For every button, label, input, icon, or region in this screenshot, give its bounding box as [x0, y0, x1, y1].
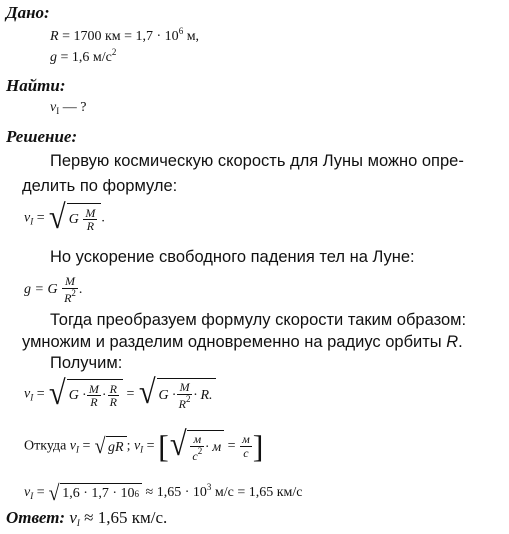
find-heading: Найти: — [6, 76, 66, 95]
radius-unit: м, — [183, 29, 200, 44]
formula-units — [24, 426, 264, 465]
f2-denominator-exp: 2 — [71, 287, 76, 298]
f4-equals-2: = — [143, 438, 159, 454]
solution-paragraph-3a: Тогда преобразуем формулу скорости таким образом: — [50, 311, 467, 329]
f4-den2: с — [243, 445, 249, 460]
f4-bracket-open: [ — [158, 428, 169, 465]
f4-velocity: v — [69, 438, 77, 454]
gravity-value: = 1,6 м/с — [57, 50, 112, 65]
f4-fraction-2 — [240, 433, 252, 459]
formula-gravity — [24, 275, 82, 304]
f4-fraction — [190, 433, 204, 462]
f5-sqrt-sign: √ — [48, 479, 60, 505]
radius-exponent: 6 — [178, 26, 184, 36]
f5-tail: м/с = 1,65 км/с — [211, 485, 303, 500]
radius-symbol: R — [50, 29, 59, 44]
formula-transform — [24, 374, 216, 412]
f5-velocity-sub: I — [30, 491, 34, 501]
radius-value: = 1700 км = 1,7 · 10 — [58, 29, 179, 44]
solution-paragraph-2: Но ускорение свободного падения тел на Луне: — [50, 248, 415, 266]
answer-value: ≈ 1,65 км/с. — [79, 508, 168, 527]
f1-fraction — [83, 207, 97, 233]
f1-period: . — [101, 210, 105, 226]
f1-equals: = — [33, 210, 49, 226]
f3-G1: G · — [68, 387, 86, 403]
f4-den-c: c — [192, 448, 198, 463]
f2-period: . — [78, 281, 83, 297]
find-question: — ? — [59, 100, 87, 115]
f1-G: G — [68, 211, 79, 227]
f4-sqrt-sign: √ — [94, 433, 106, 459]
f3-fraction-3 — [177, 381, 193, 410]
f3-sqrt-sign-2: √ — [138, 374, 156, 411]
f4-text: Откуда — [24, 438, 70, 454]
solution-paragraph-4: Получим: — [50, 354, 123, 372]
f1-velocity: v — [24, 210, 31, 226]
gravity-exponent: 2 — [111, 47, 117, 57]
f3-den2: R — [109, 395, 117, 410]
f5-velocity: v — [24, 485, 31, 500]
f3-velocity-sub: I — [30, 392, 34, 403]
f3-num3: M — [177, 381, 193, 395]
f4-velocity-2: v — [133, 438, 141, 454]
f4-sqrt-sign-2: √ — [169, 426, 187, 463]
find-velocity-symbol: v — [50, 100, 57, 115]
f1-numerator: M — [85, 205, 96, 220]
gravity-symbol: g — [50, 50, 57, 65]
f3-num2: R — [109, 381, 117, 396]
solution-paragraph-3b — [22, 333, 463, 352]
f3-den3-exp: 2 — [185, 393, 191, 404]
f5-approx-exp: 3 — [206, 482, 212, 492]
f3-G2: G · — [158, 387, 176, 403]
f3-equals-2: = — [122, 386, 138, 402]
solution-paragraph-1b: делить по формуле: — [22, 177, 178, 195]
f4-velocity-sub: I — [76, 444, 80, 455]
f4-equals-3: = — [224, 438, 240, 454]
f4-equals: = — [79, 438, 94, 454]
f4-velocity-sub-2: I — [140, 444, 144, 455]
f3-fraction-2 — [108, 383, 119, 409]
f3-fraction-1 — [87, 383, 101, 409]
p3b-end: . — [458, 333, 463, 351]
f3-num1: M — [88, 381, 99, 396]
f3-radical-2 — [138, 374, 216, 411]
p3b-text: умножим и разделим одновременно на радиус орбиты — [22, 333, 442, 351]
f3-tail: · R. — [193, 387, 213, 403]
answer-heading: Ответ: — [6, 508, 66, 527]
f3-radical-1 — [48, 374, 123, 412]
answer-line — [6, 508, 167, 528]
f2-denominator-r: R — [64, 290, 72, 305]
f3-den3-r: R — [178, 396, 186, 411]
f2-fraction — [62, 275, 78, 304]
solution-heading: Решение: — [6, 127, 78, 146]
answer-velocity: v — [69, 508, 77, 527]
formula-numeric — [24, 479, 303, 505]
f5-radical — [48, 479, 142, 505]
f4-radical-small — [94, 433, 127, 459]
f1-denominator: R — [86, 219, 95, 234]
given-gravity-line — [50, 47, 116, 66]
f4-bracket-close: ] — [252, 428, 264, 465]
find-line — [50, 100, 86, 116]
f3-dot: · — [101, 387, 107, 403]
f3-equals-1: = — [33, 386, 49, 402]
f5-approx: ≈ 1,65 · 10 — [142, 485, 207, 500]
f2-denominator — [62, 289, 78, 305]
f5-rad-value: 1,6 · 1,7 · 10 — [62, 486, 135, 502]
f4-num: м — [190, 433, 204, 447]
given-radius-line — [50, 26, 199, 45]
f4-mul: · м — [205, 439, 222, 455]
f4-separator: ; — [126, 438, 134, 454]
f3-sqrt-sign-1: √ — [49, 374, 66, 412]
f4-den — [190, 447, 204, 463]
f5-rad-exp: 6 — [134, 489, 140, 500]
f1-velocity-sub: I — [30, 216, 34, 227]
f1-sqrt-sign: √ — [49, 199, 66, 236]
answer-velocity-sub: I — [76, 518, 80, 528]
f2-numerator: M — [62, 275, 78, 289]
f5-equals: = — [33, 485, 49, 500]
f4-gr: gR — [106, 436, 127, 456]
f3-den1: R — [90, 395, 98, 410]
f4-radical — [169, 426, 224, 463]
f4-den-exp: 2 — [197, 445, 203, 456]
f2-lhs: g = G — [24, 281, 58, 297]
p3b-r: R — [446, 333, 459, 351]
solution-paragraph-1a: Первую космическую скорость для Луны можно опре- — [50, 152, 464, 170]
f3-velocity: v — [24, 386, 31, 402]
given-heading: Дано: — [6, 3, 50, 22]
f1-radical — [48, 199, 101, 236]
f4-num2: м — [242, 432, 250, 446]
find-velocity-subscript: I — [56, 106, 60, 116]
f3-den3 — [177, 395, 193, 411]
formula-first-cosmic-velocity — [24, 199, 105, 236]
